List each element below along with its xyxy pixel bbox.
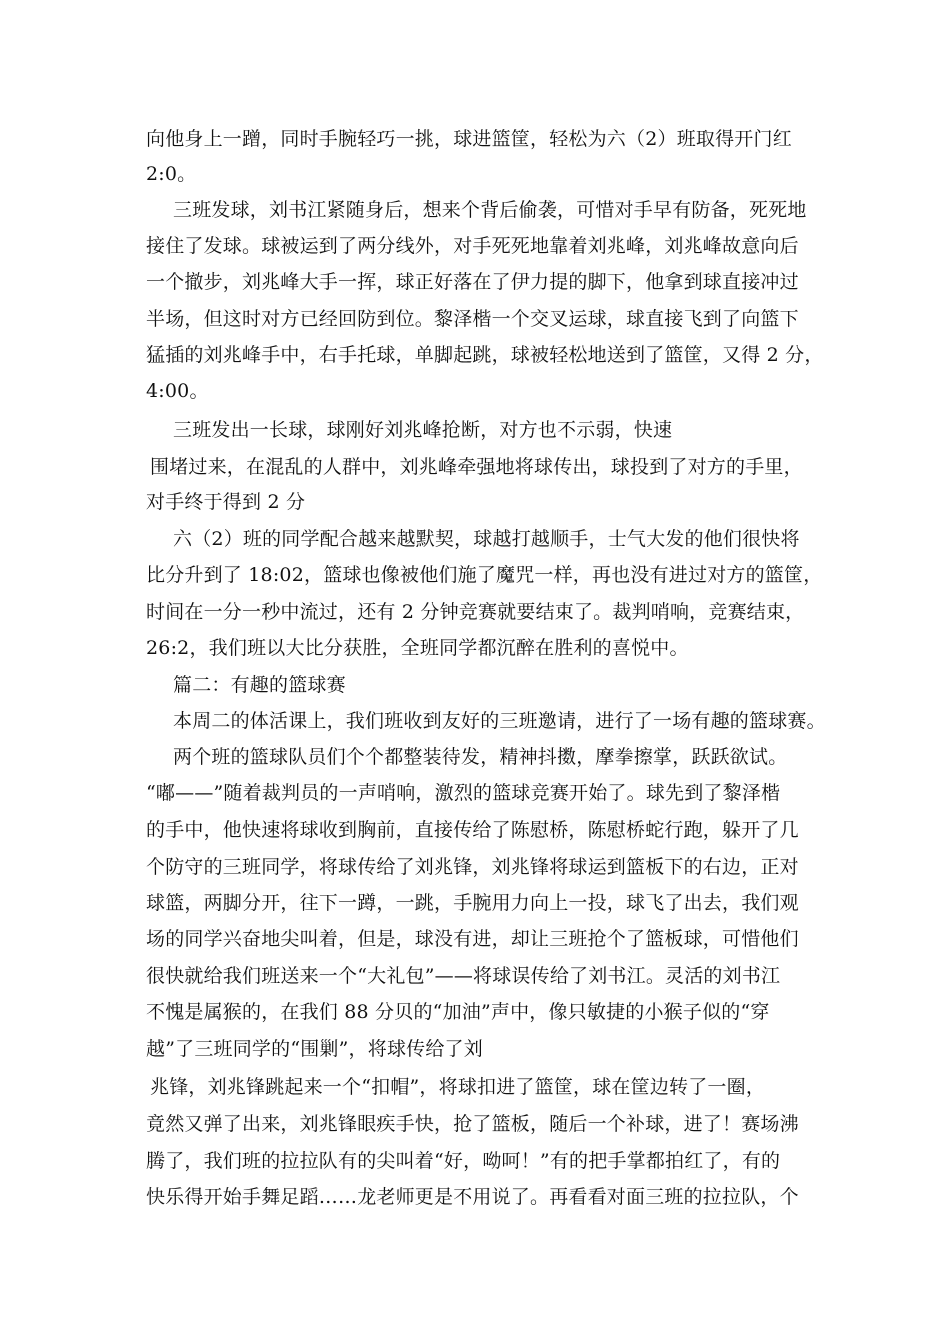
text-line: 4:00。	[146, 380, 209, 402]
text-line: 两个班的篮球队员们个个都整装待发，精神抖擞，摩拳擦掌，跃跃欲试。	[173, 746, 788, 768]
text-line: 不愧是属猴的，在我们 88 分贝的“加油”声中，像只敏捷的小猴子似的“穿	[146, 1001, 770, 1023]
text-line: 竟然又弹了出来，刘兆锋眼疾手快，抢了篮板，随后一个补球，进了！赛场沸	[146, 1113, 799, 1135]
text-line: 2:0。	[146, 163, 197, 185]
text-line: 球篮，两脚分开，往下一蹲，一跳，手腕用力向上一投，球飞了出去，我们观	[146, 892, 799, 914]
text-line: 快乐得开始手舞足蹈……龙老师更是不用说了。再看看对面三班的拉拉队，个	[146, 1186, 799, 1208]
text-line: 一个撤步，刘兆峰大手一挥，球正好落在了伊力提的脚下，他拿到球直接冲过	[146, 271, 799, 293]
text-line: 的手中，他快速将球收到胸前，直接传给了陈慰桥，陈慰桥蛇行跑，躲开了几	[146, 819, 799, 841]
text-line: 六（2）班的同学配合越来越默契，球越打越顺手，士气大发的他们很快将	[173, 528, 800, 550]
text-line: 很快就给我们班送来一个“大礼包”——将球误传给了刘书江。灵活的刘书江	[146, 965, 781, 987]
text-line: 腾了，我们班的拉拉队有的尖叫着“好，呦呵！”有的把手掌都拍红了，有的	[146, 1150, 781, 1172]
text-line: 半场，但这时对方已经回防到位。黎泽楷一个交叉运球，球直接飞到了向篮下	[146, 308, 799, 330]
text-line: 越”了三班同学的“围剿”，将球传给了刘	[146, 1038, 483, 1060]
text-line: 对手终于得到 2 分	[146, 491, 306, 513]
section-heading: 篇二：有趣的篮球赛	[173, 674, 346, 696]
text-line: 围堵过来，在混乱的人群中，刘兆峰牵强地将球传出，球投到了对方的手里，	[150, 456, 803, 478]
text-line: 向他身上一蹭，同时手腕轻巧一挑，球进篮筐，轻松为六（2）班取得开门红	[146, 128, 792, 150]
text-line: 比分升到了 18:02，篮球也像被他们施了魔咒一样，再也没有进过对方的篮筐，	[146, 564, 823, 586]
text-line: 三班发球，刘书江紧随身后，想来个背后偷袭，可惜对手早有防备，死死地	[173, 199, 807, 221]
text-line: 本周二的体活课上，我们班收到友好的三班邀请，进行了一场有趣的篮球赛。	[173, 710, 826, 732]
text-line: 场的同学兴奋地尖叫着，但是，球没有进，却让三班抢个了篮板球，可惜他们	[146, 928, 799, 950]
text-line: 26:2，我们班以大比分获胜，全班同学都沉醉在胜利的喜悦中。	[146, 637, 689, 659]
text-line: 三班发出一长球，球刚好刘兆峰抢断，对方也不示弱，快速	[173, 419, 673, 441]
text-line: “嘟——”随着裁判员的一声哨响，激烈的篮球竞赛开始了。球先到了黎泽楷	[146, 782, 781, 804]
text-line: 接住了发球。球被运到了两分线外，对手死死地靠着刘兆峰，刘兆峰故意向后	[146, 235, 799, 257]
text-line: 猛插的刘兆峰手中，右手托球，单脚起跳，球被轻松地送到了篮筐，又得 2 分，	[146, 344, 824, 366]
text-line: 个防守的三班同学，将球传给了刘兆锋，刘兆锋将球运到篮板下的右边，正对	[146, 856, 799, 878]
text-line: 兆锋，刘兆锋跳起来一个“扣帽”，将球扣进了篮筐，球在筐边转了一圈，	[150, 1076, 766, 1098]
text-line: 时间在一分一秒中流过，还有 2 分钟竞赛就要结束了。裁判哨响，竞赛结束，	[146, 601, 805, 623]
